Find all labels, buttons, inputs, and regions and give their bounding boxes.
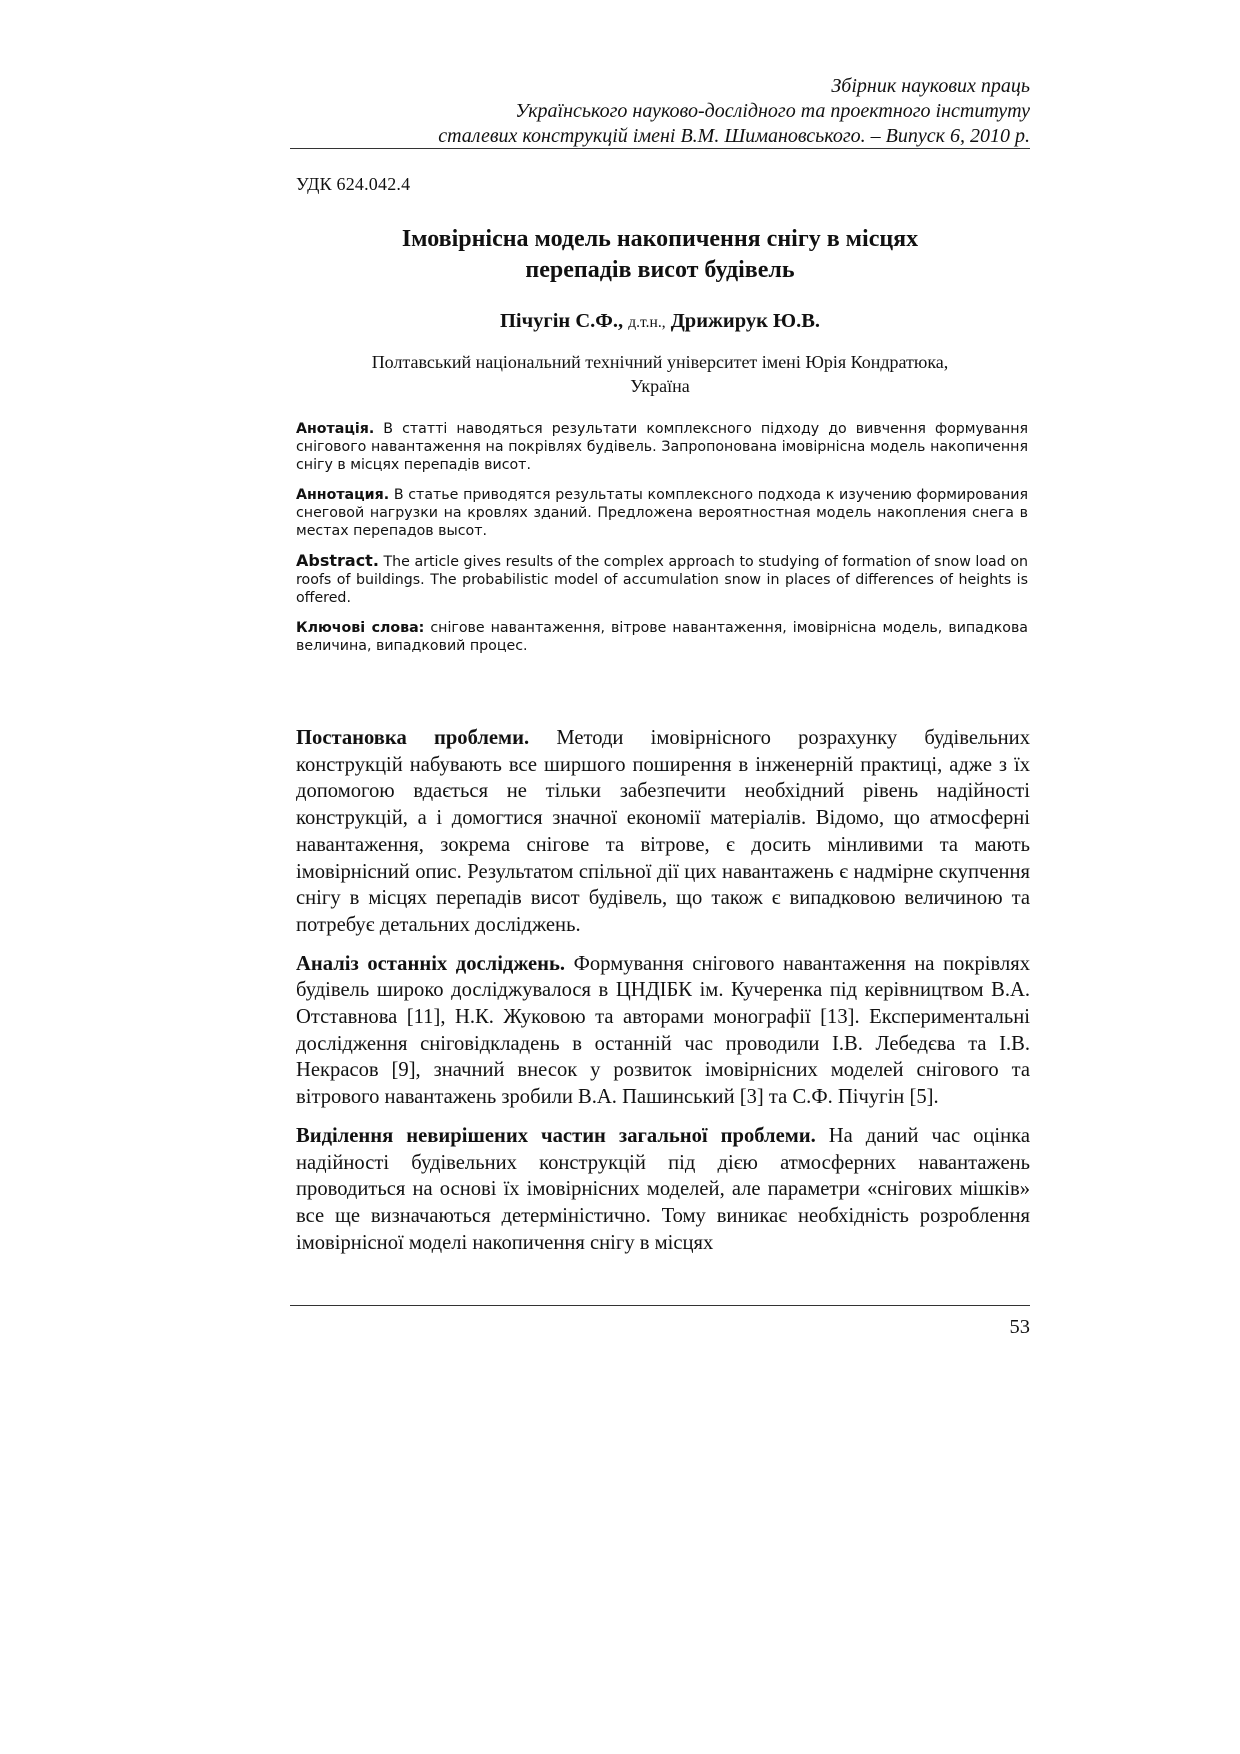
abstract-ua-text: В статті наводяться результати комплексного підходу до вивчення формування снігового навантаження на покрівлях будівель. Запропонована імовірнісна модель накопичення снігу в місцях перепадів висот. <box>296 421 1029 473</box>
paragraph-2-text: Формування снігового навантаження на покрівлях будівель широко досліджувалося в ЦНДІБК ім. Кучеренка під керівництвом В.А. Отставнова [11], Н.К. Жуковою та авторами монографії [13]. Експериментальні дослідження сніговідкладень в останній час проводили І.В. Лебедєва та І.В. Некрасов [9], значний внесок у розвиток імовірнісних моделей снігового та вітрового навантажень зробили В.А. Пашинський [3] та С.Ф. Пічугін [5]. <box>296 952 1030 1109</box>
abstract-en-text: The article gives results of the complex approach to studying of formation of snow load on roofs of buildings. The probabilistic model of accumulation snow in places of differences of heights is offered. <box>296 554 1028 606</box>
body-paragraph-1 <box>296 725 1030 939</box>
abstract-ru-label: Аннотация. <box>296 487 390 503</box>
keywords <box>296 619 1028 655</box>
keywords-label: Ключові слова: <box>296 620 425 636</box>
title-line-2: перепадів висот будівель <box>525 257 795 283</box>
header-rule <box>290 148 1030 149</box>
header-line-1: Збірник наукових праць <box>831 75 1030 97</box>
paragraph-3-heading: Виділення невирішених частин загальної проблеми. <box>296 1124 816 1147</box>
body-paragraph-3 <box>296 1123 1030 1257</box>
running-header <box>290 74 1030 149</box>
header-line-2: Українського науково-дослідного та проектного інституту <box>515 100 1030 122</box>
title-line-1: Імовірнісна модель накопичення снігу в місцях <box>401 226 919 252</box>
abstracts-block <box>296 420 1028 667</box>
article-title <box>290 224 1030 286</box>
paragraph-1-text: Методи імовірнісного розрахунку будівельних конструкцій набувають все ширшого поширення в інженерній практиці, адже з їх допомогою вдається не тільки забезпечити необхідний рівень надійності конструкцій, а і домогтися значної економії матеріалів. Відомо, що атмосферні навантаження, зокрема снігове та вітрове, є досить мінливими та мають імовірнісний опис. Результатом спільної дії цих навантажень є надмірне скупчення снігу в місцях перепадів висот будівель, що також є випадковою величиною та потребує детальних досліджень. <box>296 727 1030 936</box>
abstract-en-label: Abstract. <box>296 551 379 570</box>
header-line-3: сталевих конструкцій імені В.М. Шимановського. – Випуск 6, 2010 р. <box>438 125 1030 147</box>
authors <box>290 310 1030 333</box>
author-2: Дрижирук Ю.В. <box>670 310 821 332</box>
affiliation <box>290 350 1030 398</box>
abstract-ru <box>296 486 1028 540</box>
udc-code: УДК 624.042.4 <box>296 174 411 194</box>
affiliation-line-1: Полтавський національний технічний університет імені Юрія Кондратюка, <box>371 352 949 372</box>
abstract-en <box>296 552 1028 607</box>
abstract-ru-text: В статье приводятся результаты комплексного подхода к изучению формирования снеговой нагрузки на кровлях зданий. Предложена вероятностная модель накопления снега в местах перепадов высот. <box>296 487 1028 539</box>
paragraph-2-heading: Аналіз останніх досліджень. <box>296 952 566 975</box>
page-number: 53 <box>1009 1316 1030 1338</box>
author-degree: д.т.н., <box>628 314 666 331</box>
article-body <box>296 725 1030 1268</box>
paragraph-1-heading: Постановка проблеми. <box>296 727 530 749</box>
abstract-ua <box>296 420 1028 474</box>
body-paragraph-2 <box>296 951 1030 1111</box>
paragraph-3-text: На даний час оцінка надійності будівельних конструкцій під дією атмосферних навантажень проводиться на основі їх імовірнісних моделей, але параметри «снігових мішків» все ще визначаються детерміністично. Тому виникає необхідність розроблення імовірнісної моделі накопичення снігу в місцях <box>296 1124 1030 1254</box>
keywords-text: снігове навантаження, вітрове навантаження, імовірнісна модель, випадкова величина, випадковий процес. <box>296 620 1028 654</box>
abstract-ua-label: Анотація. <box>296 421 375 437</box>
footer-rule <box>290 1305 1030 1306</box>
affiliation-line-2: Україна <box>630 376 690 396</box>
author-1: Пічугін С.Ф., <box>499 310 624 332</box>
